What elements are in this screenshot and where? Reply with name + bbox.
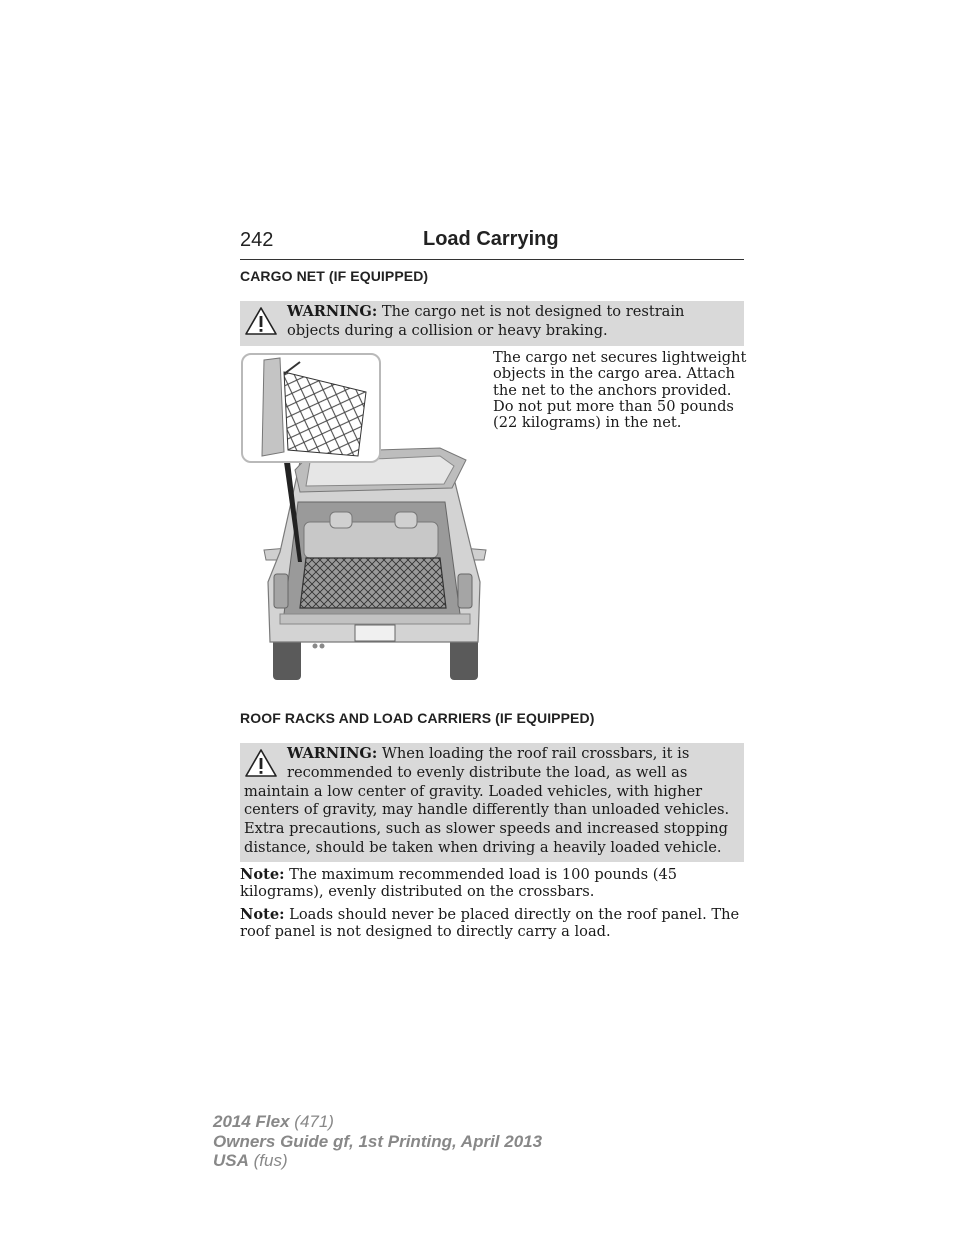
note-label: Note: <box>240 906 285 923</box>
description-line: Do not put more than 50 pounds <box>493 397 734 415</box>
cargo-net-illustration <box>240 352 488 684</box>
footer-line-3: USA (fus) <box>213 1151 288 1170</box>
description-line: The cargo net secures lightweight <box>493 349 747 366</box>
header-rule <box>240 259 744 260</box>
warning-triangle-icon <box>244 306 278 336</box>
note-label: Note: <box>240 866 285 883</box>
note-text: The maximum recommended load is 100 pounds (45 kilograms), evenly distributed on the crossbars. <box>240 866 678 900</box>
cargo-net-heading: CARGO NET (IF EQUIPPED) <box>240 268 429 284</box>
roof-racks-warning <box>240 743 744 862</box>
warning-label: WARNING: <box>287 745 378 762</box>
footer-line-1: 2014 Flex (471) <box>213 1112 334 1131</box>
cargo-net-description <box>493 350 746 431</box>
warning-text: When loading the roof rail crossbars, it is recommended to evenly distribute the load, as well as maintain a low center of gravity. Loaded vehicles, with higher centers of gravity, may handle differently than unloaded vehicles. Extra precautions, such as slower speeds and increased stopping distance, should be taken when driving a heavily loaded vehicle. <box>244 745 730 856</box>
page-number: 242 <box>240 229 274 251</box>
description-line: the net to the anchors provided. <box>493 381 732 399</box>
footer-line-2: Owners Guide gf, 1st Printing, April 2013 <box>213 1131 543 1151</box>
page-title: Load Carrying <box>423 228 559 250</box>
note-text: Loads should never be placed directly on the roof panel. The roof panel is not designed to directly carry a load. <box>240 906 740 940</box>
warning-label: WARNING: <box>287 303 378 320</box>
footer <box>213 1112 542 1171</box>
note-roof-panel <box>240 906 744 940</box>
warning-triangle-icon <box>244 748 278 778</box>
note-max-load <box>240 866 744 900</box>
warning-text: The cargo net is not designed to restrain objects during a collision or heavy braking. <box>287 303 685 339</box>
description-line: objects in the cargo area. Attach <box>493 365 735 383</box>
roof-racks-heading: ROOF RACKS AND LOAD CARRIERS (IF EQUIPPED) <box>240 710 595 726</box>
cargo-net-warning <box>240 301 744 346</box>
description-line: (22 kilograms) in the net. <box>493 414 682 432</box>
